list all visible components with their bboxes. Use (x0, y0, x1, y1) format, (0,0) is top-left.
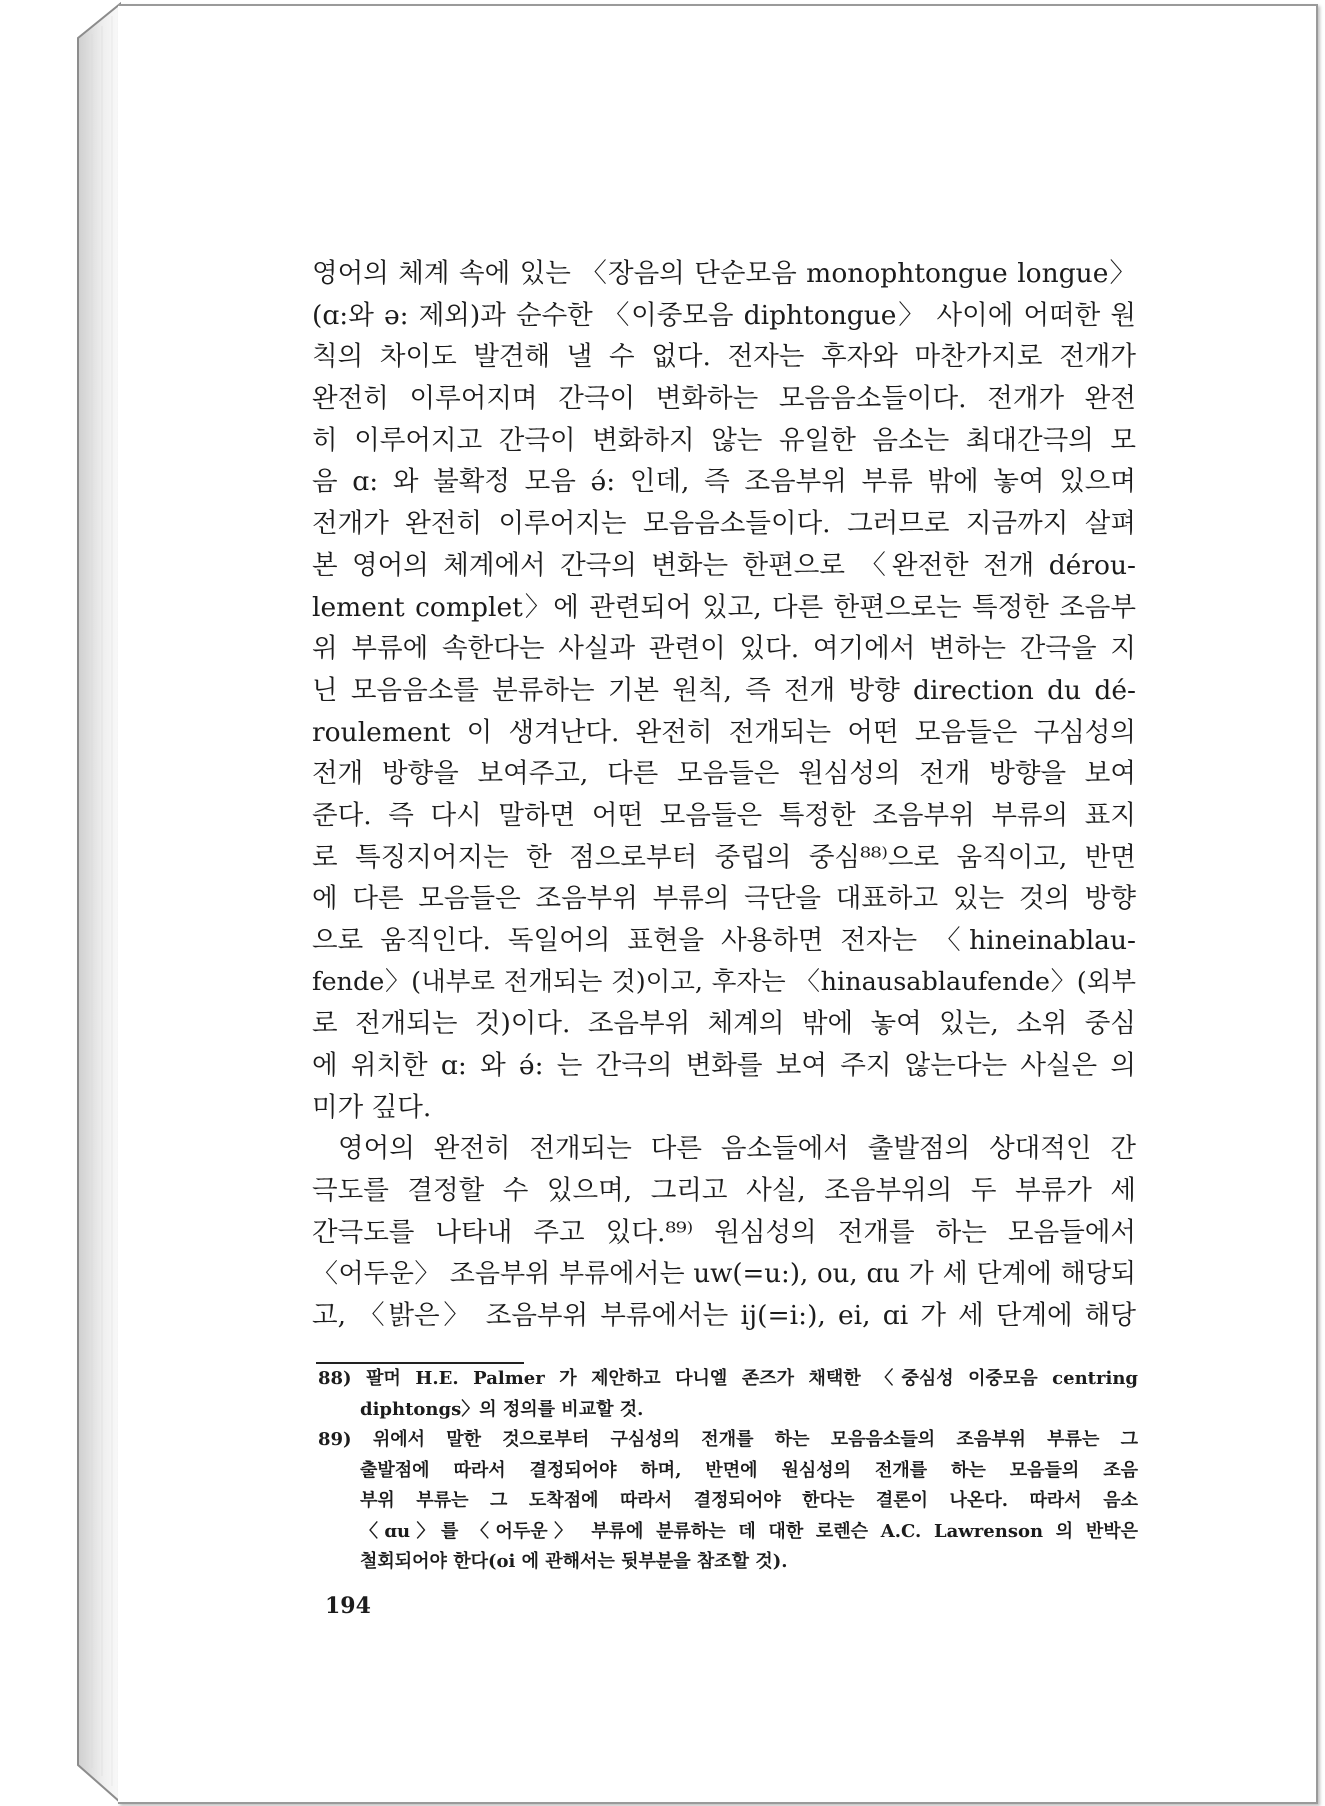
body-line: 위 부류에 속한다는 사실과 관련이 있다. 여기에서 변하는 간극을 지 (312, 633, 1136, 665)
body-line: 완전히 이루어지며 간극이 변화하는 모음음소들이다. 전개가 완전 (312, 383, 1136, 415)
body-text (312, 253, 1136, 1337)
body-line: roulement 이 생겨난다. 완전히 전개되는 어떤 모음들은 구심성의 (312, 716, 1136, 748)
footnote-line: 출발점에 따라서 결정되어야 하며, 반면에 원심성의 전개를 하는 모음들의 조음 (360, 1459, 1138, 1481)
body-line: 전개 방향을 보여주고, 다른 모음들은 원심성의 전개 방향을 보여 (312, 758, 1136, 790)
page-number: 194 (325, 1593, 371, 1619)
body-line: 영어의 체계 속에 있는 〈장음의 단순모음 monophtongue longue〉 (312, 258, 1136, 289)
body-line: 극도를 결정할 수 있으며, 그리고 사실, 조음부위의 두 부류가 세 (312, 1175, 1136, 1207)
footnote-line: 89) 위에서 말한 것으로부터 구심성의 전개를 하는 모음음소들의 조음부위 부류는 그 (318, 1429, 1138, 1450)
footnote-line: 철회되어야 한다(oi 에 관해서는 뒷부분을 참조할 것). (360, 1551, 788, 1572)
footnote-line: 88) 팔머 H.E. Palmer 가 제안하고 다니엘 존즈가 채택한 〈중심성 이중모음 centring (318, 1368, 1138, 1389)
body-line: 로 특징지어지는 한 점으로부터 중립의 중심⁸⁸⁾으로 움직이고, 반면 (312, 841, 1136, 873)
body-line: 으로 움직인다. 독일어의 표현을 사용하면 전자는 〈hineinablau- (312, 925, 1136, 956)
body-line: 로 전개되는 것)이다. 조음부위 체계의 밖에 놓여 있는, 소위 중심 (312, 1008, 1136, 1040)
body-line: 음 ɑ: 와 불확정 모음 ə́: 인데, 즉 조음부위 부류 밖에 놓여 있으며 (312, 466, 1136, 498)
body-line: fende〉(내부로 전개되는 것)이고, 후자는 〈hinausablaufende〉(외부 (312, 966, 1136, 997)
body-line: 전개가 완전히 이루어지는 모음음소들이다. 그러므로 지금까지 살펴 (312, 508, 1136, 540)
body-line: 간극도를 나타내 주고 있다.⁸⁹⁾ 원심성의 전개를 하는 모음들에서 (312, 1216, 1136, 1248)
body-line: 〈어두운〉 조음부위 부류에서는 uw(=u:), ou, ɑu 가 세 단계에 해당되 (312, 1258, 1136, 1289)
footnote-line: 〈ɑu〉를 〈어두운〉 부류에 분류하는 데 대한 로렌슨 A.C. Lawrenson 의 반박은 (360, 1520, 1138, 1542)
body-line: 에 위치한 ɑ: 와 ə́: 는 간극의 변화를 보여 주지 않는다는 사실은 의 (312, 1050, 1136, 1082)
footnotes (318, 1364, 1138, 1578)
body-line: 준다. 즉 다시 말하면 어떤 모음들은 특정한 조음부위 부류의 표지 (312, 799, 1136, 831)
body-line: 미가 깊다. (312, 1091, 432, 1123)
body-line: lement complet〉에 관련되어 있고, 다른 한편으로는 특정한 조음부 (312, 591, 1136, 623)
body-line: 에 다른 모음들은 조음부위 부류의 극단을 대표하고 있는 것의 방향 (312, 883, 1136, 915)
body-line: 히 이루어지고 간극이 변화하지 않는 유일한 음소는 최대간극의 모 (312, 424, 1136, 456)
body-line: 칙의 차이도 발견해 낼 수 없다. 전자는 후자와 마찬가지로 전개가 (312, 341, 1136, 373)
footnote-line: 부위 부류는 그 도착점에 따라서 결정되어야 한다는 결론이 나온다. 따라서 음소 (360, 1490, 1138, 1511)
body-line: (ɑ:와 ə: 제외)과 순수한 〈이중모음 diphtongue〉 사이에 어떠한 원 (312, 299, 1136, 331)
body-line: 고, 〈밝은〉 조음부위 부류에서는 ij(=i:), ei, ɑi 가 세 단계에 해당 (312, 1300, 1136, 1332)
body-line: 닌 모음음소를 분류하는 기본 원칙, 즉 전개 방향 direction du dé- (312, 674, 1136, 706)
body-line: 본 영어의 체계에서 간극의 변화는 한편으로 〈완전한 전개 dérou- (312, 549, 1136, 581)
body-line: 영어의 완전히 전개되는 다른 음소들에서 출발점의 상대적인 간 (338, 1133, 1136, 1165)
footnote-line: diphtongs〉의 정의를 비교할 것. (360, 1398, 644, 1420)
